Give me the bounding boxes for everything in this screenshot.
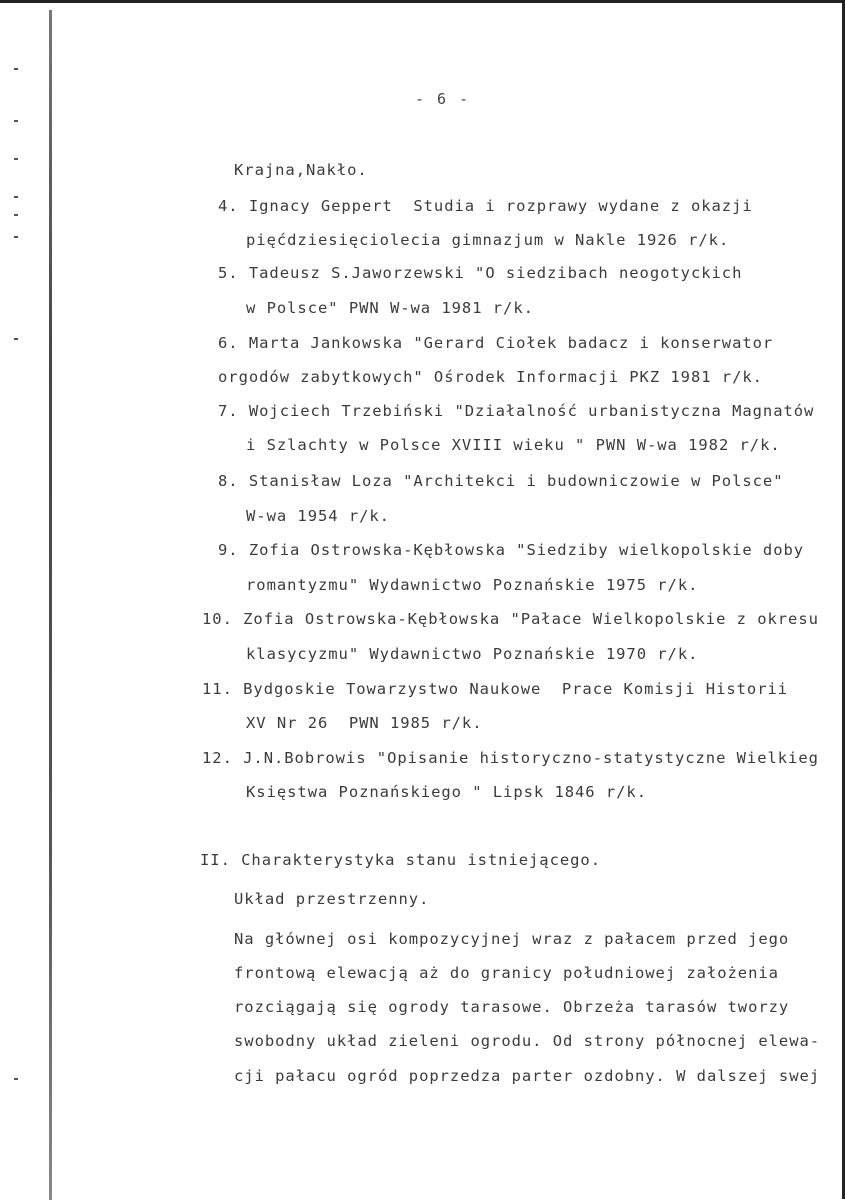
paragraph-line: rozciągają się ogrody tarasowe. Obrzeża tarasów tworzy <box>234 998 790 1016</box>
margin-mark <box>14 338 18 340</box>
margin-mark <box>14 236 18 238</box>
bibliography-entry: 10. Zofia Ostrowska-Kębłowska "Pałace Wielkopolskie z okresu <box>202 610 819 628</box>
margin-mark <box>14 120 18 122</box>
bibliography-entry-continuation: romantyzmu" Wydawnictwo Poznańskie 1975 r/k. <box>246 576 699 594</box>
bibliography-entry-continuation: XV Nr 26 PWN 1985 r/k. <box>246 714 483 732</box>
paragraph-line: Na głównej osi kompozycyjnej wraz z pałacem przed jego <box>234 930 790 948</box>
bibliography-entry-continuation: W-wa 1954 r/k. <box>246 507 390 525</box>
bibliography-entry: 6. Marta Jankowska "Gerard Ciołek badacz i konserwator <box>218 334 774 352</box>
subsection-heading: Układ przestrzenny. <box>234 890 430 908</box>
bibliography-entry-continuation: i Szlachty w Polsce XVIII wieku " PWN W-wa 1982 r/k. <box>246 436 781 454</box>
paragraph-line: swobodny układ zieleni ogrodu. Od strony północnej elewa- <box>234 1032 821 1050</box>
text-line: Krajna,Nakło. <box>234 161 368 179</box>
paragraph-line: cji pałacu ogród poprzedza parter ozdobny. W dalszej swej <box>234 1067 821 1085</box>
bibliography-entry: 5. Tadeusz S.Jaworzewski "O siedzibach neogotyckich <box>218 264 743 282</box>
bibliography-entry: 4. Ignacy Geppert Studia i rozprawy wydane z okazji <box>218 197 753 215</box>
section-heading: II. Charakterystyka stanu istniejącego. <box>200 851 601 869</box>
scan-border-top <box>0 0 845 3</box>
bibliography-entry-continuation: pięćdziesięciolecia gimnazjum w Nakle 1926 r/k. <box>246 231 730 249</box>
bibliography-entry-continuation: w Polsce" PWN W-wa 1981 r/k. <box>246 299 534 317</box>
bibliography-entry: 7. Wojciech Trzebiński "Działalność urbanistyczna Magnatów <box>218 402 815 420</box>
margin-rule <box>49 10 52 1200</box>
bibliography-entry: 9. Zofia Ostrowska-Kębłowska "Siedziby wielkopolskie doby <box>218 541 805 559</box>
bibliography-entry-continuation: klasycyzmu" Wydawnictwo Poznańskie 1970 r/k. <box>246 645 699 663</box>
margin-mark <box>14 196 18 198</box>
bibliography-entry: 12. J.N.Bobrowis "Opisanie historyczno-statystyczne Wielkieg <box>202 749 819 767</box>
margin-mark <box>14 158 18 160</box>
bibliography-entry: 11. Bydgoskie Towarzystwo Naukowe Prace Komisji Historii <box>202 680 789 698</box>
bibliography-entry: 8. Stanisław Loza "Architekci i budowniczowie w Polsce" <box>218 472 784 490</box>
margin-mark <box>14 214 18 216</box>
bibliography-entry-continuation: Księstwa Poznańskiego " Lipsk 1846 r/k. <box>246 783 647 801</box>
page-number: - 6 - <box>415 90 471 108</box>
margin-mark <box>14 1078 18 1080</box>
bibliography-entry-continuation: orgodów zabytkowych" Ośrodek Informacji PKZ 1981 r/k. <box>218 368 763 386</box>
paragraph-line: frontową elewacją aż do granicy południowej założenia <box>234 964 779 982</box>
margin-mark <box>14 68 18 70</box>
